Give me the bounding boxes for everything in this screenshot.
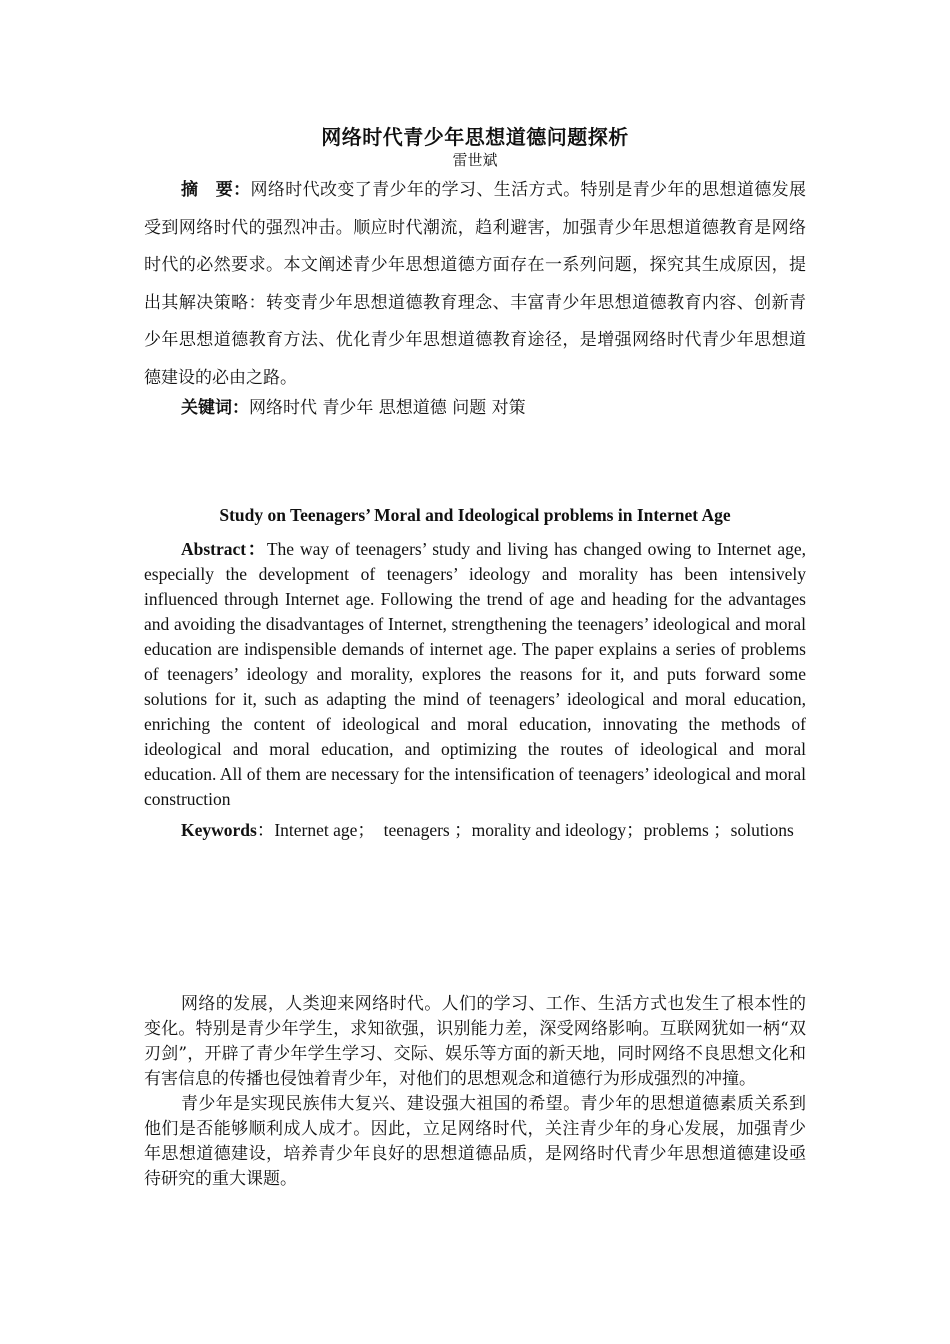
english-keywords-text: ：Internet age； teenagers ；morality and ideology；problems ；solutions bbox=[256, 820, 794, 840]
english-abstract-text: The way of teenagers’ study and living has changed owing to Internet age, especially the development of teenagers’ ideology and morality has been intensively influenced through Internet age. Following the trend of age and heading for the advantages and avoiding the disadvantages of Internet, strengthening the teenagers’ ideological and moral education are indispensible demands of internet age. The paper explains a series of problems of teenagers’ ideology and morality, explores the reasons for it, and puts forward some solutions for it, such as adapting the mind of teenagers’ ideological and moral education, enriching the content of ideological and moral education, innovating the methods of ideological and moral education, and optimizing the routes of ideological and moral education. All of them are necessary for the intensification of teenagers’ ideological and moral construction bbox=[144, 539, 806, 809]
chinese-author: 雷世斌 bbox=[452, 151, 498, 169]
chinese-keywords bbox=[144, 393, 806, 423]
chinese-title: 网络时代青少年思想道德问题探析 bbox=[321, 125, 629, 149]
chinese-abstract-label: 摘 要： bbox=[181, 180, 251, 200]
chinese-abstract bbox=[144, 172, 806, 397]
english-keywords bbox=[144, 812, 806, 849]
chinese-keywords-label: 关键词： bbox=[181, 398, 249, 418]
english-keywords-label: Keywords bbox=[181, 820, 257, 840]
chinese-abstract-text: 网络时代改变了青少年的学习、生活方式。特别是青少年的思想道德发展受到网络时代的强烈冲击。顺应时代潮流，趋利避害，加强青少年思想道德教育是网络时代的必然要求。本文阐述青少年思想道德方面存在一系列问题，探究其生成原因，提出其解决策略：转变青少年思想道德教育理念、丰富青少年思想道德教育内容、创新青少年思想道德教育方法、优化青少年思想道德教育途径，是增强网络时代青少年思想道德建设的必由之路。 bbox=[144, 180, 807, 388]
body-paragraph-2: 青少年是实现民族伟大复兴、建设强大祖国的希望。青少年的思想道德素质关系到他们是否能够顺利成人成才。因此，立足网络时代，关注青少年的身心发展，加强青少年思想道德建设，培养青少年良好的思想道德品质，是网络时代青少年思想道德建设亟待研究的重大课题。 bbox=[144, 1094, 806, 1189]
chinese-keywords-text: 网络时代 青少年 思想道德 问题 对策 bbox=[249, 398, 526, 418]
english-abstract-label: Abstract： bbox=[181, 539, 267, 559]
body-paragraph-1: 网络的发展，人类迎来网络时代。人们的学习、工作、生活方式也发生了根本性的变化。特别是青少年学生，求知欲强，识别能力差，深受网络影响。互联网犹如一柄“双刃剑”，开辟了青少年学生学习、交际、娱乐等方面的新天地，同时网络不良思想文化和有害信息的传播也侵蚀着青少年，对他们的思想观念和道德行为形成强烈的冲撞。 bbox=[144, 994, 806, 1089]
english-abstract bbox=[144, 537, 806, 812]
english-title: Study on Teenagers’ Moral and Ideological problems in Internet Age bbox=[219, 505, 731, 525]
body-text bbox=[144, 992, 806, 1192]
